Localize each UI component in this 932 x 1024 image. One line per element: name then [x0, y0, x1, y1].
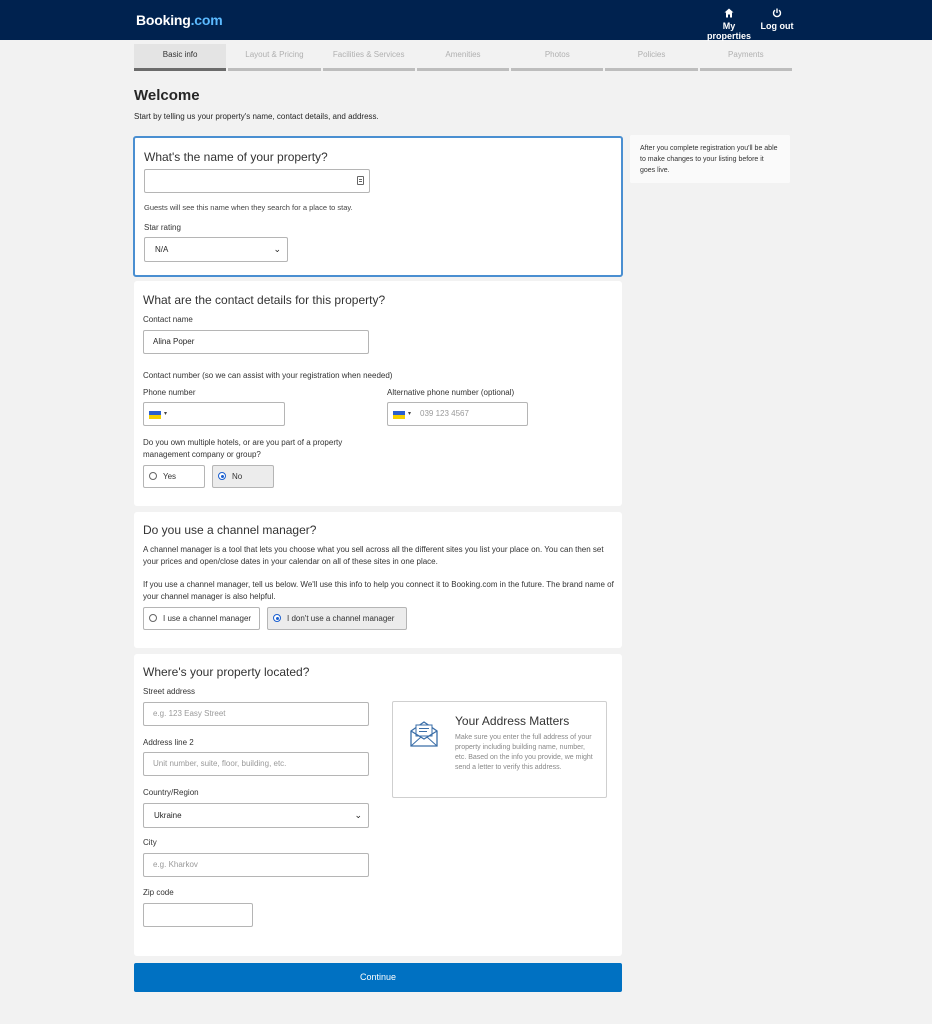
page-subtitle: Start by telling us your property's name, contact details, and address. — [134, 112, 379, 121]
multiple-hotels-question: Do you own multiple hotels, or are you part of a property management company or group? — [143, 438, 343, 459]
logo-text: Booking — [136, 12, 191, 28]
multiple-hotels-no-radio[interactable] — [212, 465, 274, 488]
street-address-label: Street address — [143, 687, 196, 696]
city-input[interactable]: e.g. Kharkov — [143, 853, 369, 877]
channel-manager-description: A channel manager is a tool that lets you choose what you sell across all the different sites you list your place on. You can then set your prices and open/close dates in your calendar on all of these sites in one place. — [143, 545, 604, 566]
property-name-card — [133, 136, 623, 277]
zip-code-label: Zip code — [143, 888, 174, 897]
channel-manager-instructions: If you use a channel manager, tell us below. We'll use this info to help you connect it to Booking.com in the future. The brand name of your channel manager is also helpful. — [143, 580, 614, 601]
caret-down-icon: ▾ — [408, 411, 412, 417]
registration-info-note: After you complete registration you'll be able to make changes to your listing before it goes live. — [630, 135, 790, 183]
power-icon — [760, 8, 794, 21]
street-address-input[interactable]: e.g. 123 Easy Street — [143, 702, 369, 726]
no-label: No — [232, 472, 243, 481]
tab-amenities: Amenities — [417, 44, 509, 71]
use-channel-manager-radio[interactable] — [143, 607, 260, 630]
property-name-input[interactable] — [144, 169, 370, 193]
dont-use-channel-manager-radio[interactable] — [267, 607, 407, 630]
property-name-help: Guests will see this name when they search for a place to stay. — [144, 203, 353, 212]
contact-name-label: Contact name — [143, 315, 193, 324]
city-label: City — [143, 838, 157, 847]
contact-details-card — [134, 281, 622, 506]
address-matters-text: Make sure you enter the full address of your property including building name, number, etc. Based on the info you provide, we might send a letter to verify this address. — [455, 734, 593, 771]
top-header — [0, 0, 932, 40]
tab-layout-pricing: Layout & Pricing — [228, 44, 320, 71]
autofill-icon — [357, 176, 364, 185]
contact-details-question: What are the contact details for this property? — [143, 293, 386, 307]
address-line-2-input[interactable]: Unit number, suite, floor, building, etc. — [143, 752, 369, 776]
channel-manager-card — [134, 512, 622, 648]
radio-circle-icon — [149, 472, 157, 480]
caret-down-icon: ▾ — [164, 411, 168, 417]
country-region-label: Country/Region — [143, 788, 199, 797]
property-location-card — [134, 654, 622, 956]
tab-policies: Policies — [605, 44, 697, 71]
address-line-2-label: Address line 2 — [143, 738, 194, 747]
tab-basic-info[interactable]: Basic info — [134, 44, 226, 71]
channel-manager-question: Do you use a channel manager? — [143, 523, 317, 537]
country-region-select[interactable] — [143, 803, 369, 828]
star-rating-value: N/A — [155, 245, 169, 254]
booking-logo[interactable] — [136, 12, 222, 28]
property-location-question: Where's your property located? — [143, 665, 310, 679]
zip-code-input[interactable] — [143, 903, 253, 927]
multiple-hotels-yes-radio[interactable] — [143, 465, 205, 488]
phone-number-input[interactable] — [143, 402, 285, 426]
radio-circle-icon — [149, 614, 157, 622]
phone-number-label: Phone number — [143, 388, 196, 397]
star-rating-label: Star rating — [144, 223, 181, 232]
yes-label: Yes — [163, 472, 177, 481]
radio-selected-icon — [218, 472, 226, 480]
use-channel-manager-label: I use a channel manager — [163, 614, 252, 623]
logo-suffix: .com — [190, 12, 223, 28]
log-out-label: Log out — [760, 21, 794, 31]
my-properties-label: My properties — [706, 21, 751, 41]
address-matters-box — [392, 701, 607, 798]
page-title: Welcome — [134, 87, 200, 104]
home-icon — [700, 8, 758, 21]
star-rating-select[interactable] — [144, 237, 288, 262]
log-out-button[interactable] — [760, 8, 794, 31]
progress-tabs — [134, 44, 792, 71]
contact-number-label: Contact number (so we can assist with your registration when needed) — [143, 371, 393, 380]
continue-button[interactable]: Continue — [134, 963, 622, 992]
chevron-down-icon: ⌄ — [354, 810, 362, 820]
property-name-question: What's the name of your property? — [144, 150, 328, 164]
tab-facilities-services: Facilities & Services — [323, 44, 415, 71]
country-region-value: Ukraine — [154, 811, 182, 820]
chevron-down-icon: ⌄ — [273, 244, 281, 254]
my-properties-button[interactable] — [700, 8, 758, 41]
envelope-icon — [409, 720, 439, 748]
contact-name-input[interactable]: Alina Poper — [143, 330, 369, 354]
address-matters-title: Your Address Matters — [455, 714, 570, 728]
dont-use-channel-manager-label: I don't use a channel manager — [287, 614, 395, 623]
alt-phone-label: Alternative phone number (optional) — [387, 388, 515, 397]
ukraine-flag-icon — [149, 411, 161, 419]
radio-selected-icon — [273, 614, 281, 622]
tab-photos: Photos — [511, 44, 603, 71]
alt-phone-placeholder: 039 123 4567 — [420, 409, 469, 418]
tab-payments: Payments — [700, 44, 792, 71]
alt-phone-input[interactable] — [387, 402, 528, 426]
ukraine-flag-icon — [393, 411, 405, 419]
